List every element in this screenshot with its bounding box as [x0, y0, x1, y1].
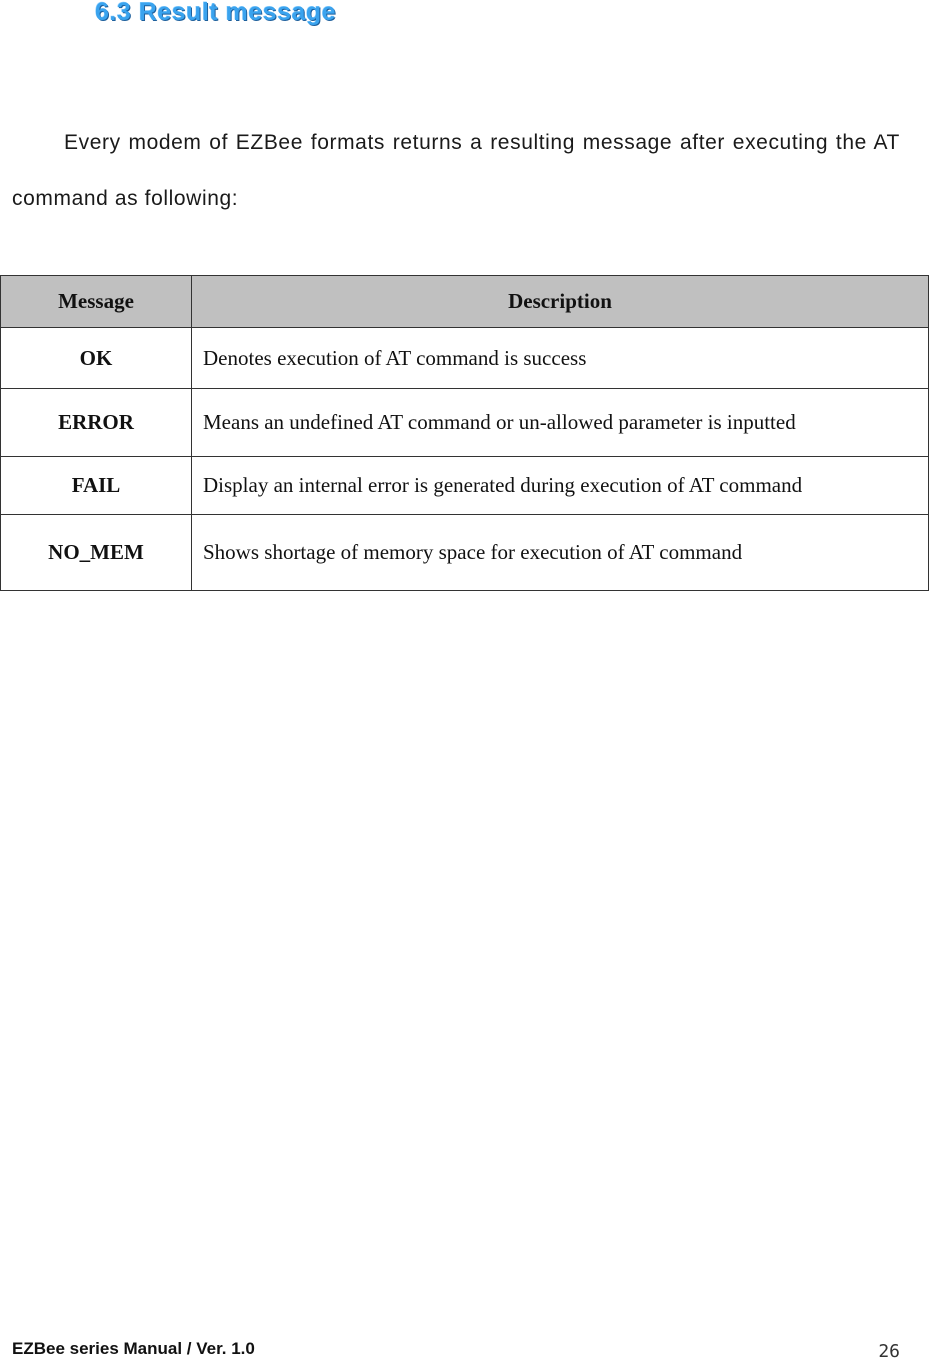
table-row: [1, 389, 929, 457]
intro-paragraph: Every modem of EZBee formats returns a resulting message after executing the AT command as following:: [12, 131, 900, 210]
description-cell: Means an undefined AT command or un-allowed parameter is inputted: [192, 389, 929, 457]
page-number: 26: [878, 1341, 900, 1362]
description-cell: Denotes execution of AT command is success: [192, 328, 929, 389]
message-cell: OK: [1, 328, 192, 389]
description-cell: Display an internal error is generated during execution of AT command: [192, 457, 929, 515]
header-description: Description: [192, 276, 929, 328]
table-row: [1, 328, 929, 389]
section-heading: 6.3 Result message: [95, 0, 337, 26]
table-row: [1, 515, 929, 591]
description-cell: Shows shortage of memory space for execution of AT command: [192, 515, 929, 591]
table-row: [1, 457, 929, 515]
table-header-row: [1, 276, 929, 328]
message-cell: ERROR: [1, 389, 192, 457]
header-message: Message: [1, 276, 192, 328]
result-message-table: [0, 275, 929, 591]
message-cell: NO_MEM: [1, 515, 192, 591]
footer-manual-title: EZBee series Manual / Ver. 1.0: [12, 1339, 255, 1358]
message-cell: FAIL: [1, 457, 192, 515]
